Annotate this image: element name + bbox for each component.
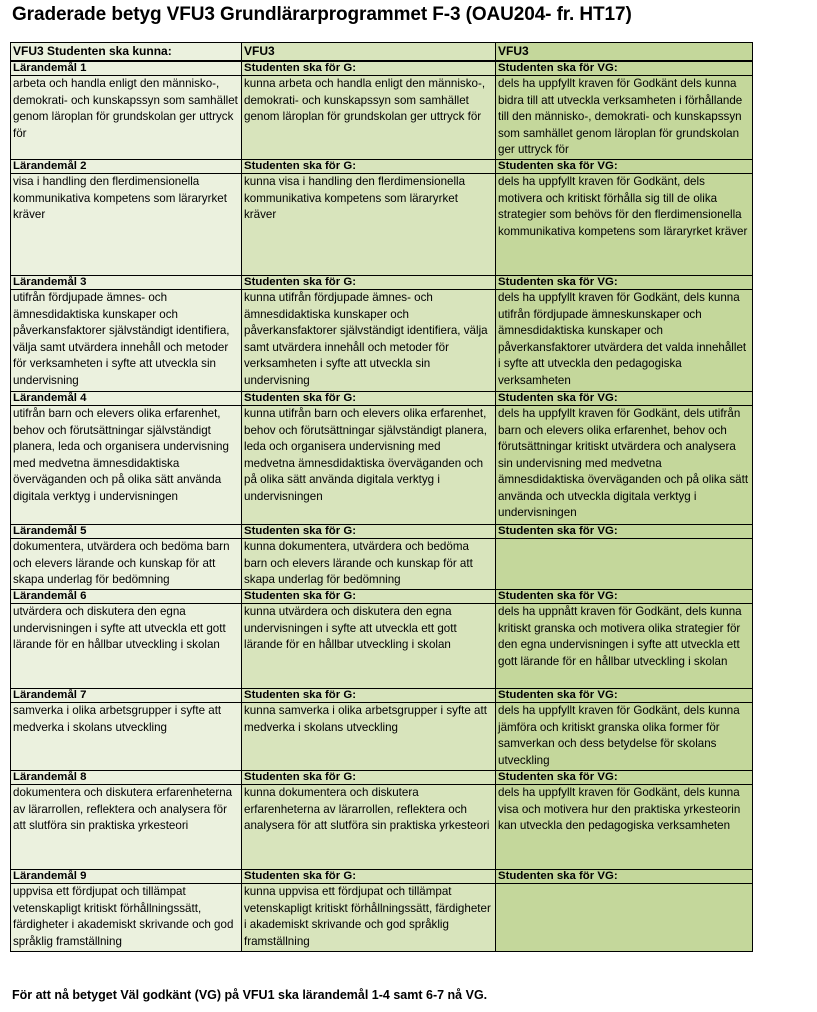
learning-goal-label-row bbox=[11, 870, 753, 884]
learning-goal-row bbox=[11, 76, 753, 160]
learning-goal-row bbox=[11, 703, 753, 771]
g-criteria-label: Studenten ska för G: bbox=[242, 160, 496, 174]
learning-goal-row bbox=[11, 406, 753, 525]
g-criteria-text: kunna utvärdera och diskutera den egna undervisningen i syfte att utveckla ett gott lärande för en hållbar utveckling i skolan bbox=[242, 604, 496, 689]
vg-criteria-text: dels ha uppfyllt kraven för Godkänt, dels kunna jämföra och kritiskt granska olika former för samverkan och dess betydelse för skolans utveckling bbox=[496, 703, 753, 771]
learning-goal-label: Lärandemål 4 bbox=[11, 392, 242, 406]
vg-criteria-label: Studenten ska för VG: bbox=[496, 276, 753, 290]
learning-goal-row bbox=[11, 785, 753, 870]
vg-criteria-text: dels ha uppfyllt kraven för Godkänt, dels kunna visa och motivera hur den praktiska yrkesteorin kan utveckla den pedagogiska verksamheten bbox=[496, 785, 753, 870]
g-criteria-label: Studenten ska för G: bbox=[242, 771, 496, 785]
learning-goal-text: uppvisa ett fördjupat och tillämpat vetenskapligt kritiskt förhållningssätt, färdigheter i akademiskt skrivande och god språklig framställning bbox=[11, 884, 242, 952]
g-criteria-label: Studenten ska för G: bbox=[242, 870, 496, 884]
g-criteria-label: Studenten ska för G: bbox=[242, 392, 496, 406]
header-g: VFU3 bbox=[242, 43, 496, 62]
g-criteria-label: Studenten ska för G: bbox=[242, 525, 496, 539]
table-header-row bbox=[11, 43, 753, 62]
learning-goal-label: Lärandemål 5 bbox=[11, 525, 242, 539]
learning-goal-label: Lärandemål 7 bbox=[11, 689, 242, 703]
learning-goal-label-row bbox=[11, 525, 753, 539]
learning-goal-label: Lärandemål 1 bbox=[11, 61, 242, 76]
vg-criteria-text bbox=[496, 884, 753, 952]
learning-goal-label-row bbox=[11, 276, 753, 290]
vg-criteria-text: dels ha uppfyllt kraven för Godkänt, dels motivera och kritiskt förhålla sig till de olika strategier som behövs för den flerdimensionella kommunikativa kompetens som läraryrket kräver bbox=[496, 174, 753, 276]
learning-goal-label-row bbox=[11, 771, 753, 785]
learning-goal-text: utvärdera och diskutera den egna undervisningen i syfte att utveckla ett gott lärande för en hållbar utveckling i skolan bbox=[11, 604, 242, 689]
grading-table-body bbox=[11, 43, 753, 952]
vg-criteria-text bbox=[496, 539, 753, 590]
learning-goal-label-row bbox=[11, 590, 753, 604]
learning-goal-text: visa i handling den flerdimensionella kommunikativa kompetens som läraryrket kräver bbox=[11, 174, 242, 276]
learning-goal-text: arbeta och handla enligt den människo-, demokrati- och kunskapssyn som samhället genom läroplan för grundskolan ger uttryck för bbox=[11, 76, 242, 160]
learning-goal-text: dokumentera, utvärdera och bedöma barn och elevers lärande och kunskap för att skapa underlag för bedömning bbox=[11, 539, 242, 590]
learning-goal-label-row bbox=[11, 689, 753, 703]
page-title: Graderade betyg VFU3 Grundlärarprogrammet F-3 (OAU204- fr. HT17) bbox=[12, 4, 632, 25]
vg-criteria-label: Studenten ska för VG: bbox=[496, 525, 753, 539]
learning-goal-text: dokumentera och diskutera erfarenheterna av lärarrollen, reflektera och analysera för att slutföra sin praktiska yrkesteori bbox=[11, 785, 242, 870]
vg-criteria-label: Studenten ska för VG: bbox=[496, 870, 753, 884]
g-criteria-text: kunna samverka i olika arbetsgrupper i syfte att medverka i skolans utveckling bbox=[242, 703, 496, 771]
learning-goal-label-row bbox=[11, 160, 753, 174]
g-criteria-text: kunna dokumentera, utvärdera och bedöma barn och elevers lärande och kunskap för att skapa underlag för bedömning bbox=[242, 539, 496, 590]
learning-goal-text: samverka i olika arbetsgrupper i syfte att medverka i skolans utveckling bbox=[11, 703, 242, 771]
vg-criteria-label: Studenten ska för VG: bbox=[496, 771, 753, 785]
learning-goal-row bbox=[11, 290, 753, 392]
learning-goal-label: Lärandemål 2 bbox=[11, 160, 242, 174]
g-criteria-label: Studenten ska för G: bbox=[242, 61, 496, 76]
vg-criteria-label: Studenten ska för VG: bbox=[496, 689, 753, 703]
learning-goal-row bbox=[11, 174, 753, 276]
g-criteria-text: kunna arbeta och handla enligt den människo-, demokrati- och kunskapssyn som samhället genom läroplan för grundskolan ger uttryck för bbox=[242, 76, 496, 160]
vg-criteria-text: dels ha uppfyllt kraven för Godkänt dels kunna bidra till att utveckla verksamheten i förhållande till den människo-, demokrati- och kunskapssyn som samhället genom läroplan för grundskolan ger uttryck för bbox=[496, 76, 753, 160]
learning-goal-label-row bbox=[11, 392, 753, 406]
vg-criteria-label: Studenten ska för VG: bbox=[496, 61, 753, 76]
header-vg: VFU3 bbox=[496, 43, 753, 62]
footer-note: För att nå betyget Väl godkänt (VG) på VFU1 ska lärandemål 1-4 samt 6-7 nå VG. bbox=[12, 988, 488, 1002]
vg-criteria-text: dels ha uppfyllt kraven för Godkänt, dels kunna utifrån fördjupade ämneskunskaper och ämnesdidaktiska kunskaper och påverkansfaktorer utvärdera det valda innehållet i syfte att utveckla den pedagogiska verksamheten bbox=[496, 290, 753, 392]
g-criteria-text: kunna uppvisa ett fördjupat och tillämpat vetenskapligt kritiskt förhållningssätt, färdigheter i akademiskt skrivande och god språklig framställning bbox=[242, 884, 496, 952]
g-criteria-text: kunna dokumentera och diskutera erfarenheterna av lärarrollen, reflektera och analysera för att slutföra sin praktiska yrkesteori bbox=[242, 785, 496, 870]
learning-goal-text: utifrån fördjupade ämnes- och ämnesdidaktiska kunskaper och påverkansfaktorer självständigt identifiera, välja samt utvärdera innehåll och metoder för verksamheten i syfte att utveckla sin undervisning bbox=[11, 290, 242, 392]
header-goals: VFU3 Studenten ska kunna: bbox=[11, 43, 242, 62]
learning-goal-label: Lärandemål 3 bbox=[11, 276, 242, 290]
g-criteria-text: kunna utifrån barn och elevers olika erfarenhet, behov och förutsättningar självständigt planera, leda och organisera undervisning med medvetna ämnesdidaktiska överväganden och på olika sätt använda digitala verktyg i undervisningen bbox=[242, 406, 496, 525]
learning-goal-text: utifrån barn och elevers olika erfarenhet, behov och förutsättningar självständigt planera, leda och organisera undervisning med medvetna ämnesdidaktiska överväganden och på olika sätt använda digitala verktyg i undervisningen bbox=[11, 406, 242, 525]
grading-table bbox=[10, 42, 753, 952]
vg-criteria-text: dels ha uppnått kraven för Godkänt, dels kunna kritiskt granska och motivera olika strategier för den egna undervisningen i syfte att utveckla ett gott lärande för en hållbar utveckling i skolan bbox=[496, 604, 753, 689]
learning-goal-label-row bbox=[11, 61, 753, 76]
vg-criteria-label: Studenten ska för VG: bbox=[496, 392, 753, 406]
learning-goal-label: Lärandemål 6 bbox=[11, 590, 242, 604]
g-criteria-text: kunna visa i handling den flerdimensionella kommunikativa kompetens som läraryrket kräver bbox=[242, 174, 496, 276]
g-criteria-label: Studenten ska för G: bbox=[242, 590, 496, 604]
g-criteria-label: Studenten ska för G: bbox=[242, 276, 496, 290]
vg-criteria-label: Studenten ska för VG: bbox=[496, 160, 753, 174]
learning-goal-row bbox=[11, 604, 753, 689]
learning-goal-label: Lärandemål 9 bbox=[11, 870, 242, 884]
vg-criteria-label: Studenten ska för VG: bbox=[496, 590, 753, 604]
g-criteria-label: Studenten ska för G: bbox=[242, 689, 496, 703]
learning-goal-row bbox=[11, 539, 753, 590]
learning-goal-label: Lärandemål 8 bbox=[11, 771, 242, 785]
vg-criteria-text: dels ha uppfyllt kraven för Godkänt, dels utifrån barn och elevers olika erfarenhet, behov och förutsättningar kritiskt utvärdera och analysera sin undervisning med medvetna ämnesdidaktiska överväganden och på olika sätt använda och utveckla digitala verktyg i undervisningen bbox=[496, 406, 753, 525]
g-criteria-text: kunna utifrån fördjupade ämnes- och ämnesdidaktiska kunskaper och påverkansfaktorer självständigt identifiera, välja samt utvärdera innehåll och metoder för verksamheten i syfte att utveckla sin undervisning bbox=[242, 290, 496, 392]
learning-goal-row bbox=[11, 884, 753, 952]
